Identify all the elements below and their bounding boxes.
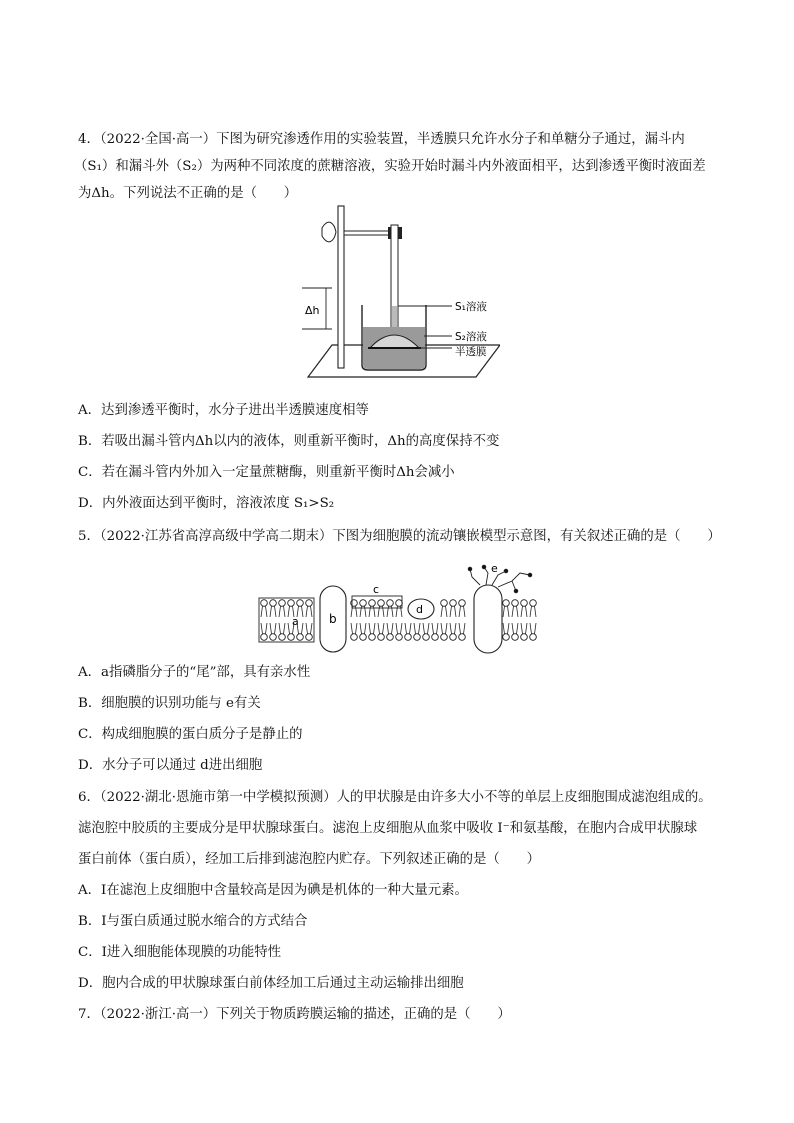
clamp-arm <box>344 231 394 235</box>
q6-option-b: B．I与蛋白质通过脱水缩合的方式结合 <box>78 914 308 929</box>
stand-rod <box>338 206 344 368</box>
q6-option-a: A．I在滤泡上皮细胞中含量较高是因为碘是机体的一种大量元素。 <box>78 883 468 898</box>
q5-stem: 5．（2022·江苏省高淳高级中学高二期末）下图为细胞膜的流动镶嵌模型示意图，有关叙述正确的是（ ） <box>78 529 721 544</box>
membrane-label: 半透膜 <box>455 346 487 358</box>
q5-option-b: B．细胞膜的识别功能与 e有关 <box>78 696 261 711</box>
label-d: d <box>416 603 423 616</box>
q5-option-c: C．构成细胞膜的蛋白质分子是静止的 <box>78 727 303 742</box>
s1-label: S₁溶液 <box>455 301 487 313</box>
label-e: e <box>491 563 498 575</box>
q4-option-d: D．内外液面达到平衡时，溶液浓度 S₁>S₂ <box>78 496 335 511</box>
q4-stem-line-2: （S₁）和漏斗外（S₂）为两种不同浓度的蔗糖溶液，实验开始时漏斗内外液面相平，达到渗透平衡时液面差 <box>74 159 706 174</box>
fluid-mosaic-membrane-figure <box>258 563 548 658</box>
q6-stem-line-2: 滤泡腔中胶质的主要成分是甲状腺球蛋白。滤泡上皮细胞从血浆中吸收 I⁻和氨基酸，在胞内合成甲状腺球 <box>78 821 698 836</box>
q4-option-b: B．若吸出漏斗管内Δh以内的液体，则重新平衡时，Δh的高度保持不变 <box>78 434 500 449</box>
q7-stem: 7．（2022·浙江·高一）下列关于物质跨膜运输的描述，正确的是（ ） <box>78 1007 511 1022</box>
protein-with-glycocalyx <box>474 585 502 653</box>
q5-option-d: D．水分子可以通过 d进出细胞 <box>78 758 263 773</box>
label-b: b <box>329 612 337 626</box>
q5-option-a: A．a指磷脂分子的“尾”部，具有亲水性 <box>78 665 311 680</box>
label-a: a <box>292 615 299 628</box>
q6-option-d: D．胞内合成的甲状腺球蛋白前体经加工后通过主动运输排出细胞 <box>78 976 464 991</box>
label-c: c <box>373 583 380 596</box>
q4-stem-line-3: 为Δh。下列说法不正确的是（ ） <box>78 186 298 201</box>
glycocalyx-chains <box>468 565 532 593</box>
q4-option-a: A．达到渗透平衡时，水分子进出半透膜速度相等 <box>78 403 369 418</box>
q6-stem-line-3: 蛋白前体（蛋白质），经加工后排到滤泡腔内贮存。下列叙述正确的是（ ） <box>78 852 540 867</box>
clamp-screw-icon <box>322 222 336 242</box>
delta-h-label: Δh <box>305 304 320 317</box>
q6-option-c: C．I进入细胞能体现膜的功能特性 <box>78 945 282 960</box>
s2-label: S₂溶液 <box>455 331 487 343</box>
osmosis-apparatus-figure <box>300 200 500 385</box>
q4-stem-line-1: 4．（2022·全国·高一）下图为研究渗透作用的实验装置，半透膜只允许水分子和单糖分子通过，漏斗内 <box>78 132 685 147</box>
q4-option-c: C．若在漏斗管内外加入一定量蔗糖酶，则重新平衡时Δh会减小 <box>78 465 455 480</box>
q6-stem-line-1: 6．（2022·湖北·恩施市第一中学模拟预测）人的甲状腺是由许多大小不等的单层上皮细胞围成滤泡组成的。 <box>78 790 712 805</box>
